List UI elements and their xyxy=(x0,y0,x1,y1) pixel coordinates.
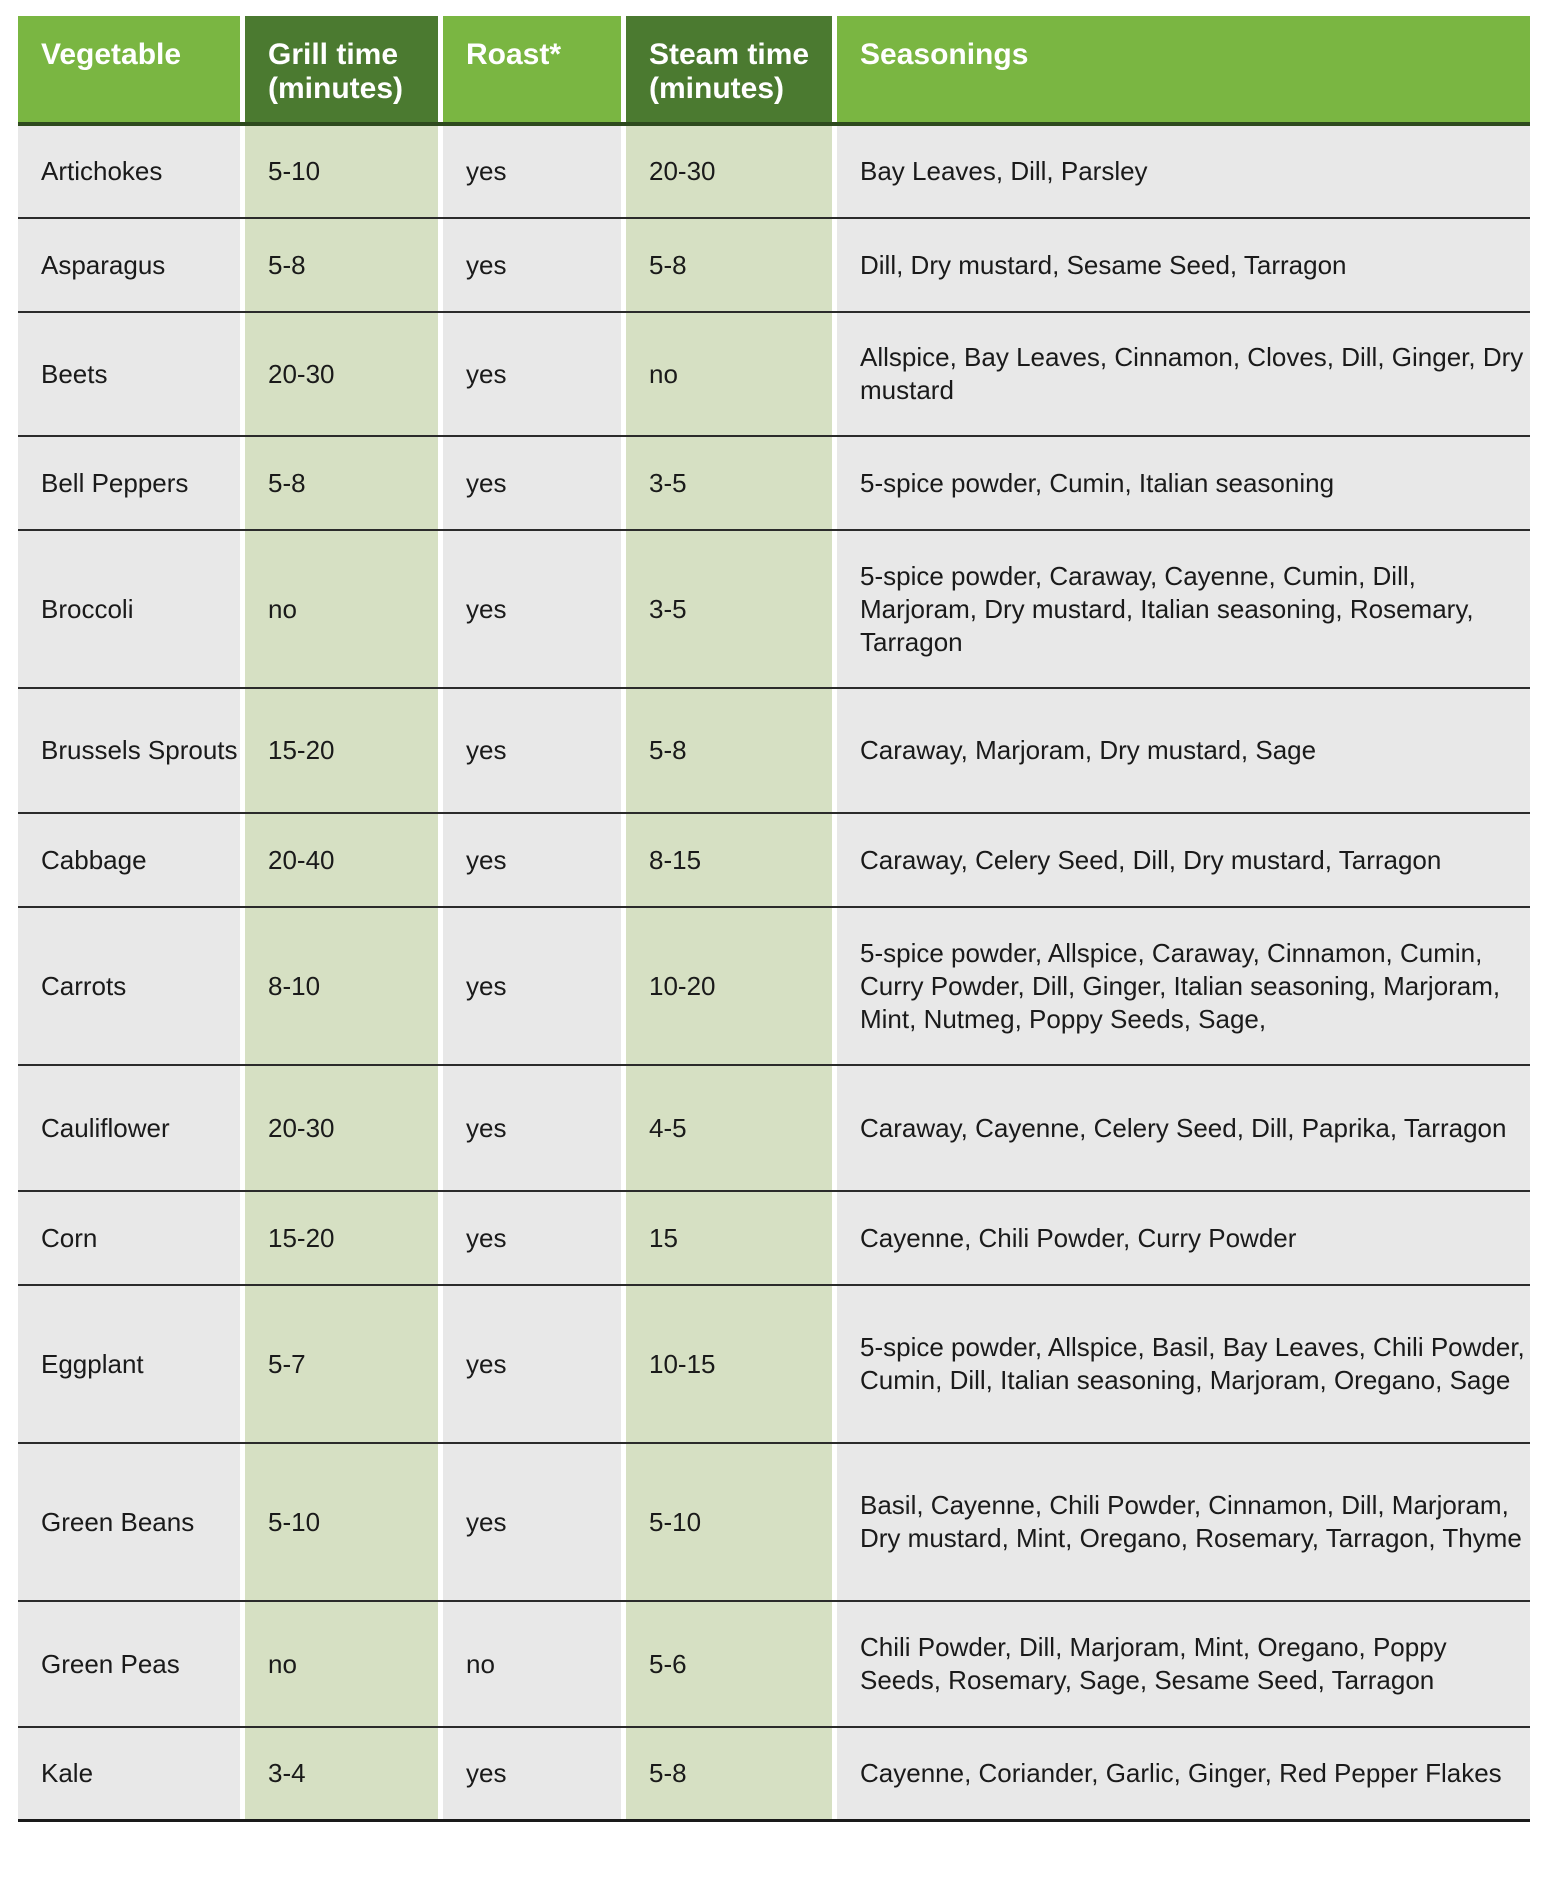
seasonings-cell: Allspice, Bay Leaves, Cinnamon, Cloves, Dill, Ginger, Dry mustard xyxy=(837,313,1530,437)
vegetable-cooking-table xyxy=(18,16,1530,1822)
header-roast: Roast* xyxy=(443,16,621,126)
table-row xyxy=(18,1444,1530,1602)
vegetable-cell: Eggplant xyxy=(18,1286,240,1444)
seasonings-cell: 5-spice powder, Cumin, Italian seasoning xyxy=(837,437,1530,531)
grill-time-cell: 5-10 xyxy=(245,1444,438,1602)
steam-time-cell: 4-5 xyxy=(626,1066,832,1192)
grill-time-cell: 5-8 xyxy=(245,437,438,531)
steam-time-cell: 15 xyxy=(626,1192,832,1286)
grill-time-cell: 15-20 xyxy=(245,1192,438,1286)
table-row xyxy=(18,1066,1530,1192)
header-vegetable: Vegetable xyxy=(18,16,240,126)
steam-time-cell: 10-20 xyxy=(626,908,832,1066)
grill-time-cell: 15-20 xyxy=(245,689,438,814)
seasonings-cell: Caraway, Marjoram, Dry mustard, Sage xyxy=(837,689,1530,814)
table-row xyxy=(18,1286,1530,1444)
vegetable-cell: Cauliflower xyxy=(18,1066,240,1192)
vegetable-cell: Corn xyxy=(18,1192,240,1286)
roast-cell: no xyxy=(443,1602,621,1728)
steam-time-cell: 3-5 xyxy=(626,531,832,689)
seasonings-cell: Cayenne, Chili Powder, Curry Powder xyxy=(837,1192,1530,1286)
table-row xyxy=(18,1192,1530,1286)
grill-time-cell: 5-8 xyxy=(245,219,438,313)
roast-cell: yes xyxy=(443,313,621,437)
roast-cell: yes xyxy=(443,126,621,219)
roast-cell: yes xyxy=(443,219,621,313)
steam-time-cell: 5-6 xyxy=(626,1602,832,1728)
header-grill-time: Grill time (minutes) xyxy=(245,16,438,126)
seasonings-cell: 5-spice powder, Allspice, Caraway, Cinnamon, Cumin, Curry Powder, Dill, Ginger, Italian seasoning, Marjoram, Mint, Nutmeg, Poppy Seeds, Sage, xyxy=(837,908,1530,1066)
table-body xyxy=(18,126,1530,1822)
grill-time-cell: no xyxy=(245,531,438,689)
vegetable-cell: Carrots xyxy=(18,908,240,1066)
roast-cell: yes xyxy=(443,1728,621,1822)
roast-cell: yes xyxy=(443,1192,621,1286)
vegetable-cell: Kale xyxy=(18,1728,240,1822)
vegetable-cell: Bell Peppers xyxy=(18,437,240,531)
seasonings-cell: Cayenne, Coriander, Garlic, Ginger, Red Pepper Flakes xyxy=(837,1728,1530,1822)
table-row xyxy=(18,908,1530,1066)
header-steam-time: Steam time (minutes) xyxy=(626,16,832,126)
seasonings-cell: 5-spice powder, Allspice, Basil, Bay Leaves, Chili Powder, Cumin, Dill, Italian seasoning, Marjoram, Oregano, Sage xyxy=(837,1286,1530,1444)
roast-cell: yes xyxy=(443,689,621,814)
grill-time-cell: 20-30 xyxy=(245,313,438,437)
vegetable-cell: Cabbage xyxy=(18,814,240,908)
grill-time-cell: 20-40 xyxy=(245,814,438,908)
vegetable-cell: Artichokes xyxy=(18,126,240,219)
roast-cell: yes xyxy=(443,1286,621,1444)
grill-time-cell: 5-7 xyxy=(245,1286,438,1444)
seasonings-cell: Caraway, Cayenne, Celery Seed, Dill, Paprika, Tarragon xyxy=(837,1066,1530,1192)
seasonings-cell: Caraway, Celery Seed, Dill, Dry mustard, Tarragon xyxy=(837,814,1530,908)
table-row xyxy=(18,126,1530,219)
vegetable-cell: Green Peas xyxy=(18,1602,240,1728)
roast-cell: yes xyxy=(443,531,621,689)
table-row xyxy=(18,219,1530,313)
steam-time-cell: 3-5 xyxy=(626,437,832,531)
table-row xyxy=(18,531,1530,689)
header-seasonings: Seasonings xyxy=(837,16,1530,126)
grill-time-cell: 3-4 xyxy=(245,1728,438,1822)
steam-time-cell: 8-15 xyxy=(626,814,832,908)
grill-time-cell: 8-10 xyxy=(245,908,438,1066)
header-row xyxy=(18,16,1530,126)
seasonings-cell: 5-spice powder, Caraway, Cayenne, Cumin, Dill, Marjoram, Dry mustard, Italian seasoning, Rosemary, Tarragon xyxy=(837,531,1530,689)
steam-time-cell: no xyxy=(626,313,832,437)
seasonings-cell: Basil, Cayenne, Chili Powder, Cinnamon, Dill, Marjoram, Dry mustard, Mint, Oregano, Rosemary, Tarragon, Thyme xyxy=(837,1444,1530,1602)
steam-time-cell: 5-8 xyxy=(626,689,832,814)
seasonings-cell: Bay Leaves, Dill, Parsley xyxy=(837,126,1530,219)
table-row xyxy=(18,689,1530,814)
vegetable-cell: Asparagus xyxy=(18,219,240,313)
vegetable-cell: Brussels Sprouts xyxy=(18,689,240,814)
table-row xyxy=(18,1728,1530,1822)
vegetable-cell: Beets xyxy=(18,313,240,437)
steam-time-cell: 5-8 xyxy=(626,219,832,313)
steam-time-cell: 5-10 xyxy=(626,1444,832,1602)
table-row xyxy=(18,437,1530,531)
grill-time-cell: 20-30 xyxy=(245,1066,438,1192)
roast-cell: yes xyxy=(443,437,621,531)
grill-time-cell: no xyxy=(245,1602,438,1728)
table-row xyxy=(18,1602,1530,1728)
roast-cell: yes xyxy=(443,908,621,1066)
roast-cell: yes xyxy=(443,1444,621,1602)
seasonings-cell: Dill, Dry mustard, Sesame Seed, Tarragon xyxy=(837,219,1530,313)
roast-cell: yes xyxy=(443,1066,621,1192)
steam-time-cell: 5-8 xyxy=(626,1728,832,1822)
steam-time-cell: 20-30 xyxy=(626,126,832,219)
table-row xyxy=(18,814,1530,908)
seasonings-cell: Chili Powder, Dill, Marjoram, Mint, Oregano, Poppy Seeds, Rosemary, Sage, Sesame Seed, Tarragon xyxy=(837,1602,1530,1728)
vegetable-cell: Green Beans xyxy=(18,1444,240,1602)
vegetable-cell: Broccoli xyxy=(18,531,240,689)
roast-cell: yes xyxy=(443,814,621,908)
table-row xyxy=(18,313,1530,437)
grill-time-cell: 5-10 xyxy=(245,126,438,219)
steam-time-cell: 10-15 xyxy=(626,1286,832,1444)
